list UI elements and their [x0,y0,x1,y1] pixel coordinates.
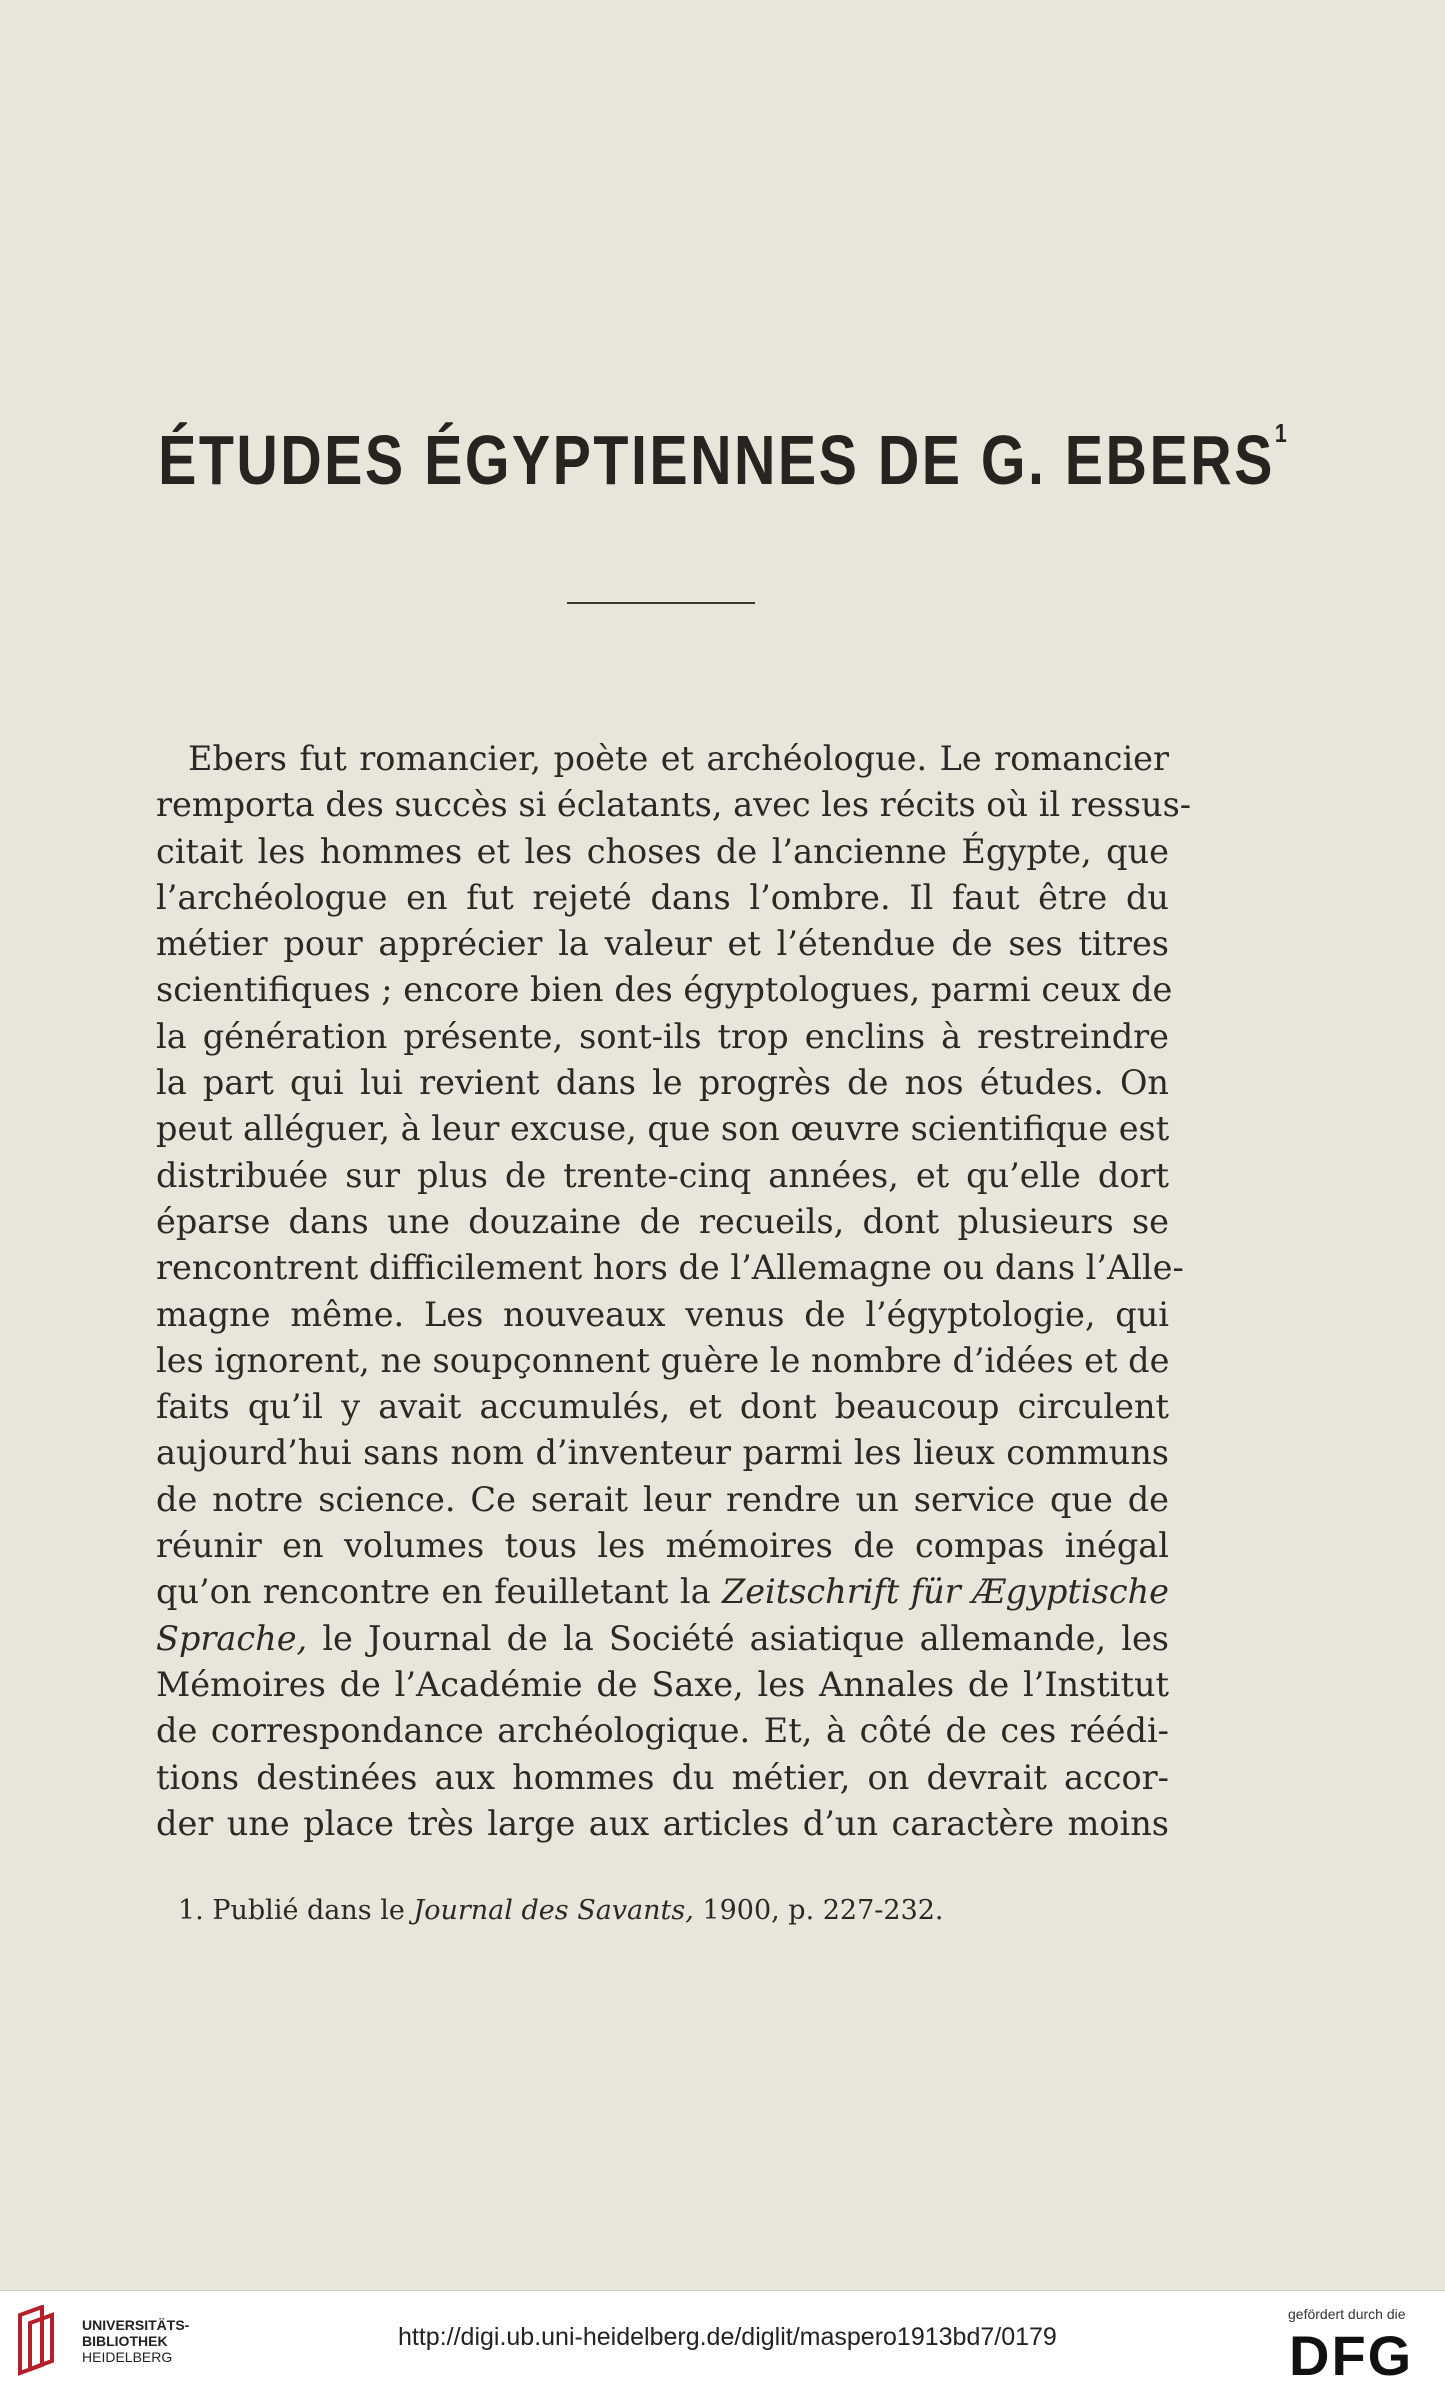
body-line: la génération présente, sont-ils trop enclins à restreindre [156,1016,1169,1056]
library-name-line: BIBLIOTHEK [82,2333,168,2349]
body-text-segment: le Journal de la Société asiatique allemande, les [307,1618,1169,1658]
body-line: der une place très large aux articles d’un caractère moins [156,1803,1169,1843]
body-line: de notre science. Ce serait leur rendre un service que de [156,1479,1169,1519]
footnote [178,1895,944,1926]
body-line: remporta des succès si éclatants, avec les récits où il ressus- [156,785,1192,825]
footnote-italic: Journal des Savants, [413,1895,694,1926]
page-title [130,418,1315,500]
journal-title-italic: Zeitschrift für Ægyptische [721,1572,1169,1612]
body-line [156,1616,1169,1662]
library-name-line: HEIDELBERG [82,2349,173,2365]
body-line: métier pour apprécier la valeur et l’étendue de ses titres [156,924,1169,964]
library-name-line: UNIVERSITÄTS- [82,2317,190,2333]
body-text-segment: qu’on rencontre en feuilletant la [156,1572,722,1612]
body-line: éparse dans une douzaine de recueils, dont plusieurs se [156,1201,1169,1241]
footnote-pre: 1. Publié dans le [178,1895,414,1926]
library-name [82,2317,189,2365]
body-line: scientifiques ; encore bien des égyptologues, parmi ceux de [156,970,1173,1010]
body-line: Mémoires de l’Académie de Saxe, les Annales de l’Institut [156,1664,1169,1704]
journal-title-italic: Sprache, [156,1618,308,1658]
title-divider [567,602,755,604]
body-line: Ebers fut romancier, poète et archéologue. Le romancier [188,739,1169,778]
body-line: de correspondance archéologique. Et, à côté de ces réédi- [156,1711,1169,1751]
permalink-url[interactable]: http://digi.ub.uni-heidelberg.de/diglit/maspero1913bd7/0179 [398,2323,1057,2351]
body-line: aujourd’hui sans nom d’inventeur parmi les lieux communs [156,1433,1169,1473]
body-line: les ignorent, ne soupçonnent guère le nombre d’idées et de [156,1340,1170,1380]
body-line: citait les hommes et les choses de l’ancienne Égypte, que [156,831,1169,871]
body-line: tions destinées aux hommes du métier, on devrait accor- [156,1757,1169,1797]
body-paragraph [156,736,1192,1847]
title-footnote-mark: 1 [1274,418,1287,448]
university-library-logo-icon [16,2305,68,2377]
body-line: distribuée sur plus de trente-cinq années, et qu’elle dort [156,1155,1169,1195]
body-line: peut alléguer, à leur excuse, que son œuvre scientifique est [156,1109,1170,1149]
body-line [156,1569,1169,1615]
dfg-logo: DFG [1289,2324,1414,2387]
title-text: ÉTUDES ÉGYPTIENNES DE G. EBERS [158,421,1275,499]
footnote-post: 1900, p. 227-232. [693,1895,944,1926]
body-line: réunir en volumes tous les mémoires de compas inégal [156,1526,1169,1566]
body-line: magne même. Les nouveaux venus de l’égyptologie, qui [156,1294,1169,1334]
body-line: rencontrent difficilement hors de l’Allemagne ou dans l’Alle- [156,1248,1184,1288]
body-line: faits qu’il y avait accumulés, et dont beaucoup circulent [156,1387,1169,1427]
body-line: l’archéologue en fut rejeté dans l’ombre. Il faut être du [156,877,1169,917]
funding-caption: gefördert durch die [1288,2306,1406,2322]
body-line: la part qui lui revient dans le progrès de nos études. On [156,1063,1169,1103]
